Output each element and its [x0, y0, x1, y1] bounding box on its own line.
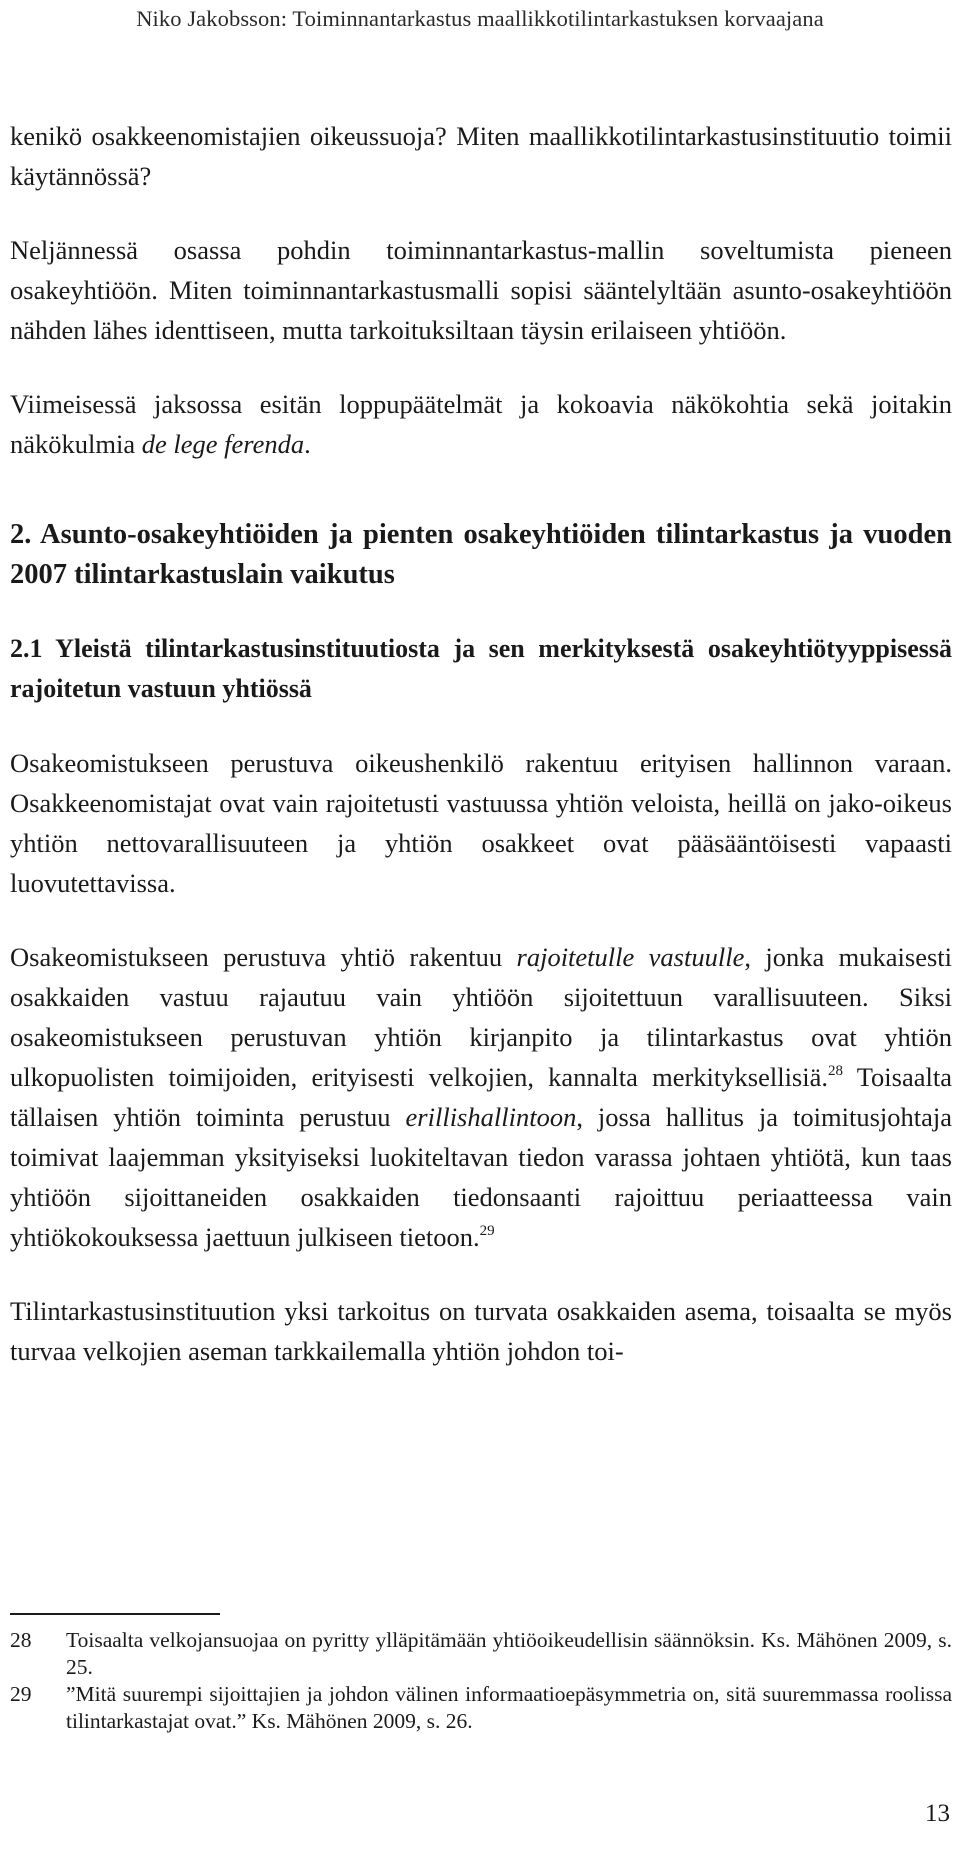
footnote-ref-29[interactable]: 29: [479, 1223, 495, 1239]
footnote-text: Toisaalta velkojansuojaa on pyritty ylläpitämään yhtiöoikeudellisin säännöksin. Ks. Mähönen 2009, s. 25.: [66, 1628, 952, 1679]
footnote-number: 29: [10, 1682, 32, 1706]
footnote-text: ”Mitä suurempi sijoittajien ja johdon välinen informaatioepäsymmetria on, sitä suuremmassa roolissa tilintarkastajat ovat.” Ks. Mähönen 2009, s. 26.: [66, 1682, 952, 1733]
page-body: [10, 116, 952, 1371]
italic-term: de lege ferenda: [141, 429, 305, 459]
paragraph-final-section: [10, 384, 952, 464]
paragraph-text: , jonka mukaisesti osakkaiden vastuu rajautuu vain yhtiöön sijoitettuun varallisuuteen. Siksi osakeomistukseen perustuvan yhtiön kirjanpito ja tilintarkastus ovat yhtiön ulkopuolisten toimijoiden, erityisesti velkojien, kannalta merkityksellisiä.: [10, 942, 953, 1092]
paragraph-legal-person: Osakeomistukseen perustuva oikeushenkilö rakentuu erityisen hallinnon varaan. Osakkeenomistajat ovat vain rajoitetusti vastuussa yhtiön veloista, heillä on jako-oikeus yhtiön nettovarallisuuteen ja yhtiön osakkeet ovat pääsääntöisesti vapaasti luovutettavissa.: [10, 748, 952, 898]
paragraph-text: Toisaalta tällaisen yhtiön toiminta perustuu: [10, 1062, 952, 1132]
footnote-number: 28: [10, 1628, 32, 1652]
paragraph-text: , jossa hallitus ja toimitusjohtaja toimivat laajemman yksityiseksi luokiteltavan tiedon varassa johtaen yhtiötä, kun taas yhtiöön sijoittaneiden osakkaiden tiedonsaanti rajoittuu periaatteessa vain yhtiökokouksessa jaettuun julkiseen tietoon.: [10, 1102, 952, 1252]
footnote-29: [10, 1681, 952, 1735]
footnote-divider: [10, 1613, 220, 1615]
italic-term: rajoitetulle vastuulle: [516, 942, 745, 972]
paragraph-part-four: Neljännessä osassa pohdin toiminnantarkastus-mallin soveltumista pieneen osakeyhtiöön. Miten toiminnantarkastusmalli sopisi sääntelyltään asunto-osakeyhtiöön nähden lähes identtiseen, mutta tarkoituksiltaan täysin erilaiseen yhtiöön.: [10, 235, 952, 345]
paragraph-text: Osakeomistukseen perustuva yhtiö rakentuu: [10, 942, 517, 972]
page-number: 13: [925, 1800, 950, 1827]
paragraph-text: .: [304, 429, 311, 459]
running-header: Niko Jakobsson: Toiminnantarkastus maallikkotilintarkastuksen korvaajana: [136, 6, 824, 31]
footnotes: [10, 1627, 952, 1735]
italic-term: erillishallintoon: [405, 1102, 577, 1132]
paragraph-limited-liability: [10, 937, 952, 1257]
paragraph-audit-purpose: Tilintarkastusinstituution yksi tarkoitus on turvata osakkaiden asema, toisaalta se myös turvaa velkojien aseman tarkkailemalla yhtiön johdon toi-: [10, 1296, 952, 1366]
paragraph-research-questions: kenikö osakkeenomistajien oikeussuoja? Miten maallikkotilintarkastusinstituutio toimii käytännössä?: [10, 121, 952, 191]
footnote-ref-28[interactable]: 28: [828, 1063, 843, 1079]
footnote-28: [10, 1627, 952, 1681]
section-heading: 2. Asunto-osakeyhtiöiden ja pienten osakeyhtiöiden tilintarkastus ja vuoden 2007 tilintarkastuslain vaikutus: [10, 519, 952, 590]
paragraph-text: Viimeisessä jaksossa esitän loppupäätelmät ja kokoavia näkökohtia sekä joitakin näkökulmia: [10, 389, 952, 459]
subsection-heading: 2.1 Yleistä tilintarkastusinstituutiosta ja sen merkityksestä osakeyhtiötyyppisessä rajoitetun vastuun yhtiössä: [10, 634, 952, 703]
